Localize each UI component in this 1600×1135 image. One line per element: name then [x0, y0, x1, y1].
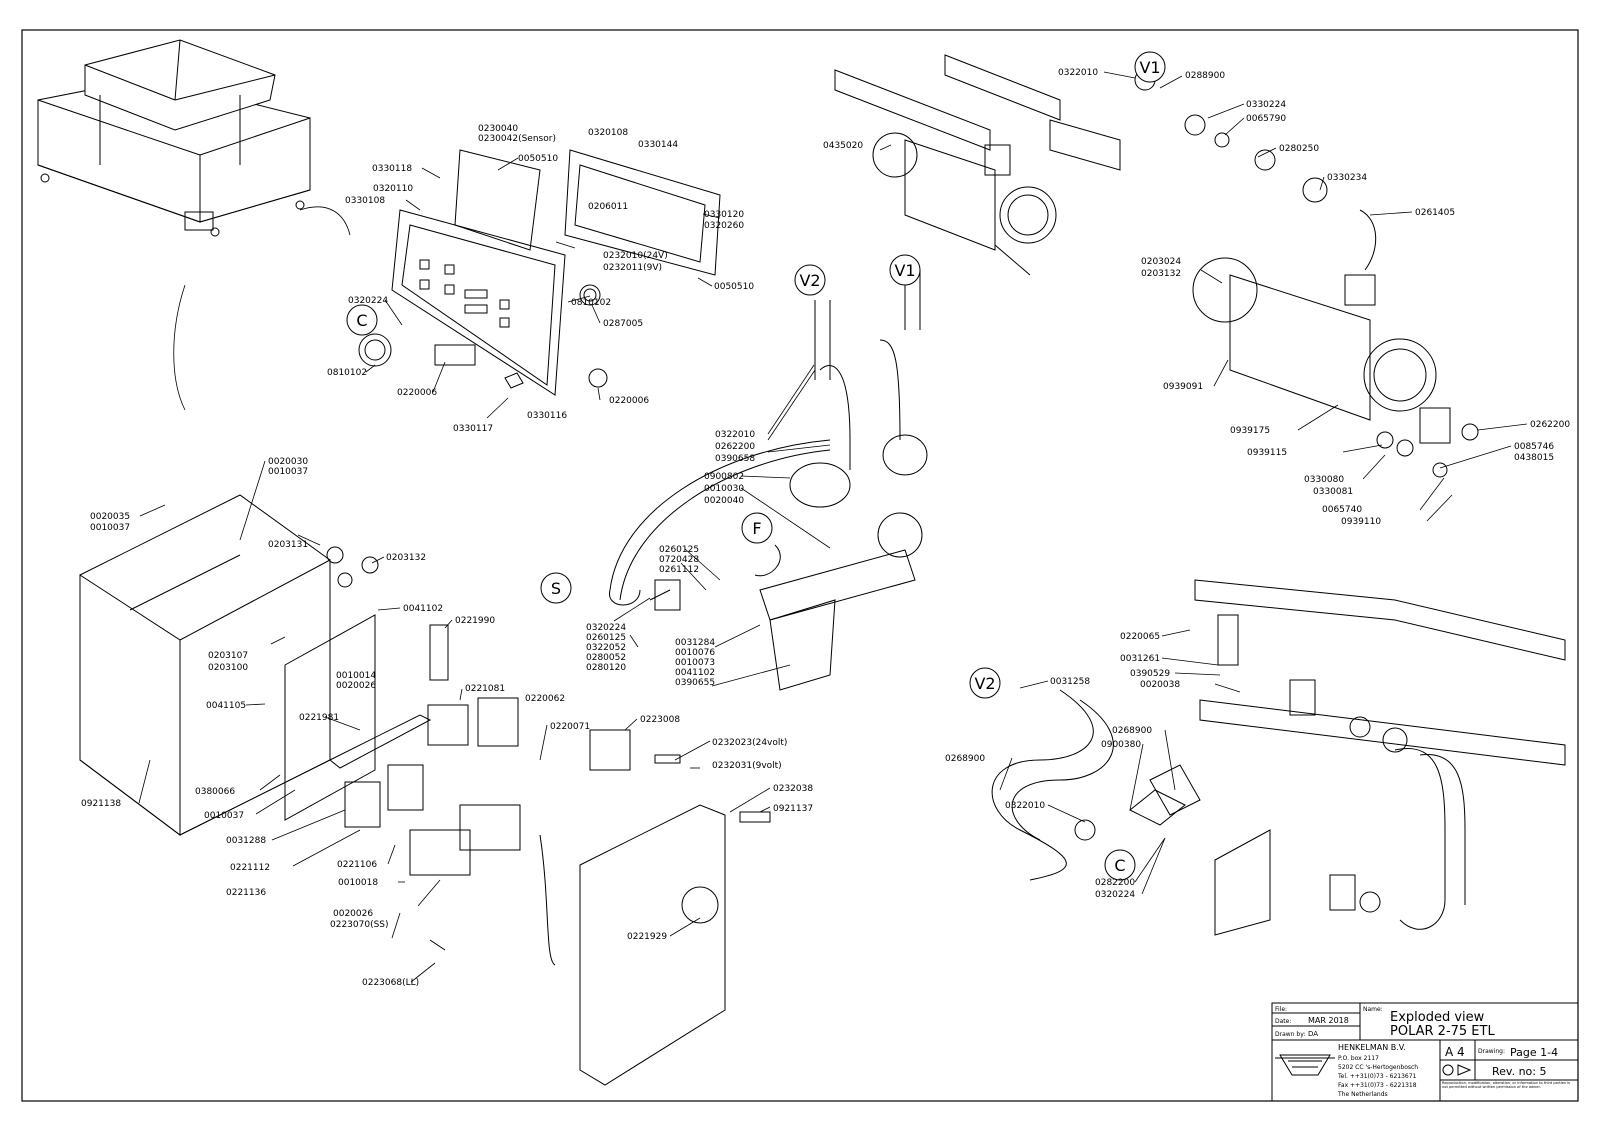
- drawing-title-line1: Exploded view: [1390, 1010, 1485, 1025]
- part-number-label: 0203107: [208, 651, 249, 661]
- date-label: Date:: [1275, 1018, 1292, 1025]
- part-number-label: 0232010(24V): [603, 251, 668, 261]
- part-number-label: 0010076: [675, 648, 716, 658]
- part-number-label: 0232038: [773, 784, 814, 794]
- part-number-label: 0268900: [945, 754, 986, 764]
- part-number-label: 0221929: [627, 932, 668, 942]
- part-number-label: 0031261: [1120, 654, 1161, 664]
- part-number-label: 0330080: [1304, 475, 1345, 485]
- part-number-label: 0220006: [397, 388, 438, 398]
- part-number-label: 0390655: [675, 678, 716, 688]
- part-number-label: 0282200: [1095, 878, 1136, 888]
- part-number-label: 0320110: [373, 184, 414, 194]
- control-panel-assembly: [359, 150, 720, 395]
- part-number-label: 0203132: [386, 553, 427, 563]
- part-number-label: 0020035: [90, 512, 131, 522]
- part-number-label: 0223070(SS): [330, 920, 389, 930]
- part-number-label: 0320224: [586, 623, 627, 633]
- callout-label: C: [1114, 856, 1126, 875]
- pump-bracket-assembly: [992, 580, 1565, 935]
- part-number-label: 0220062: [525, 694, 566, 704]
- part-number-label: 0287005: [603, 319, 644, 329]
- drawing-frame: [22, 30, 1578, 1101]
- part-number-label: 0010030: [704, 484, 745, 494]
- callouts: [347, 52, 1165, 880]
- part-number-label: 0322010: [715, 430, 756, 440]
- callout-label: V1: [894, 261, 916, 280]
- part-number-label: 0330120: [704, 210, 745, 220]
- part-number-label: 0230040: [478, 124, 519, 134]
- part-number-label: 0280250: [1279, 144, 1320, 154]
- callout-v1-0: [1135, 52, 1165, 82]
- part-number-label: 0261112: [659, 565, 700, 575]
- part-number-label: 0031288: [226, 836, 267, 846]
- file-label: File:: [1275, 1006, 1288, 1013]
- name-label: Name:: [1363, 1006, 1383, 1013]
- part-number-label: 0221112: [230, 863, 271, 873]
- company-address-2: 5202 CC 's-Hertogenbosch: [1338, 1064, 1419, 1071]
- part-number-label: 0010037: [268, 467, 309, 477]
- part-number-label: 0223068(LL): [362, 978, 420, 988]
- vacuum-pump-top: [835, 55, 1120, 275]
- hose-assembly: [610, 270, 927, 690]
- part-number-label: 0020040: [704, 496, 745, 506]
- part-number-label: 0939115: [1247, 448, 1288, 458]
- part-number-label: 0261405: [1415, 208, 1456, 218]
- part-number-label: 0921138: [81, 799, 122, 809]
- callout-c-5: [1105, 850, 1135, 880]
- part-number-label: 0260125: [586, 633, 627, 643]
- callout-v2-3: [970, 668, 1000, 698]
- copyright-notice: Reproduction, modification, alteration, or information to third parties is not permitted without written permission of the owner.: [1442, 1081, 1570, 1090]
- part-number-label: 0203131: [268, 540, 309, 550]
- part-number-label: 0262200: [1530, 420, 1571, 430]
- part-number-label: 0010014: [336, 671, 377, 681]
- part-number-label: 0041102: [403, 604, 444, 614]
- part-number-label: 0330116: [527, 411, 568, 421]
- part-number-label: 0288900: [1185, 71, 1226, 81]
- part-number-label: 0320224: [348, 296, 389, 306]
- part-number-label: 0390529: [1130, 669, 1171, 679]
- part-number-label: 0280052: [586, 653, 627, 663]
- company-address-3: Tel. ++31(0)73 - 6213671: [1338, 1073, 1417, 1080]
- callout-label: V2: [974, 674, 996, 693]
- part-number-label: 0206011: [588, 202, 629, 212]
- part-number-label: 0330144: [638, 140, 679, 150]
- part-number-label: 0900380: [1101, 740, 1142, 750]
- part-number-label: 0221081: [465, 684, 506, 694]
- part-number-label: 0010037: [204, 811, 245, 821]
- drawn-by-value: DA: [1308, 1030, 1319, 1038]
- part-number-label: 0330118: [372, 164, 413, 174]
- part-number-label: 0939110: [1341, 517, 1382, 527]
- callout-label: V2: [799, 271, 821, 290]
- part-number-label: 0390658: [715, 454, 756, 464]
- callout-label: F: [752, 519, 762, 538]
- drawn-by-label: Drawn by:: [1275, 1031, 1306, 1038]
- part-number-label: 0221981: [299, 713, 340, 723]
- part-number-label: 0262200: [715, 442, 756, 452]
- drawing-title-line2: POLAR 2-75 ETL: [1390, 1024, 1495, 1039]
- part-number-label: 0221990: [455, 616, 496, 626]
- part-number-label: 0221136: [226, 888, 267, 898]
- part-number-label: 0939175: [1230, 426, 1271, 436]
- part-number-label: 0010037: [90, 523, 131, 533]
- company-address-5: The Netherlands: [1338, 1091, 1388, 1098]
- part-number-label: 0280120: [586, 663, 627, 673]
- callout-v2-1: [795, 265, 825, 295]
- machine-overview: [38, 40, 350, 410]
- part-number-label: 0203132: [1141, 269, 1182, 279]
- part-number-label: 0322010: [1005, 801, 1046, 811]
- part-number-label: 0232031(9volt): [712, 761, 782, 771]
- callout-label: S: [550, 579, 562, 598]
- part-number-label: 0322010: [1058, 68, 1099, 78]
- drawing-label: Drawing:: [1478, 1048, 1505, 1055]
- part-number-label: 0010018: [338, 878, 379, 888]
- part-number-label: 0203100: [208, 663, 249, 673]
- company-name: HENKELMAN B.V.: [1338, 1043, 1406, 1052]
- revision-number: Rev. no: 5: [1492, 1065, 1547, 1078]
- part-number-label: 0921137: [773, 804, 814, 814]
- part-number-label: 0268900: [1112, 726, 1153, 736]
- leader-lines: [139, 72, 1527, 982]
- part-number-label: 0220006: [609, 396, 650, 406]
- part-number-label: 0031284: [675, 638, 716, 648]
- part-number-label: 0320260: [704, 221, 745, 231]
- part-number-label: 0435020: [823, 141, 864, 151]
- part-number-label: 0232011(9V): [603, 263, 662, 273]
- page-number: Page 1-4: [1510, 1046, 1559, 1059]
- part-number-label: 0330081: [1313, 487, 1354, 497]
- date-value: MAR 2018: [1308, 1016, 1349, 1025]
- callout-s-7: [541, 573, 571, 603]
- part-number-label: 0810102: [571, 298, 612, 308]
- part-number-label: 0320108: [588, 128, 629, 138]
- callout-f-6: [742, 513, 772, 543]
- part-number-label: 0380066: [195, 787, 236, 797]
- part-number-label: 0939091: [1163, 382, 1204, 392]
- callout-label: C: [356, 311, 368, 330]
- part-number-label: 0041105: [206, 701, 247, 711]
- part-number-label: 0223008: [640, 715, 681, 725]
- part-number-label: 0221106: [337, 860, 378, 870]
- part-number-label: 0438015: [1514, 453, 1555, 463]
- electrical-box: [80, 495, 770, 1085]
- part-number-label: 0220071: [550, 722, 591, 732]
- callout-label: V1: [1139, 58, 1161, 77]
- part-number-label: 0041102: [675, 668, 716, 678]
- company-address-4: Fax ++31(0)73 - 6221318: [1338, 1082, 1417, 1089]
- part-number-label: 0065790: [1246, 114, 1287, 124]
- part-number-label: 0220065: [1120, 632, 1161, 642]
- part-number-label: 0020030: [268, 457, 309, 467]
- part-number-label: 0065740: [1322, 505, 1363, 515]
- part-number-label: 0320224: [1095, 890, 1136, 900]
- part-number-label: 0085746: [1514, 442, 1555, 452]
- part-number-label: 0330234: [1327, 173, 1368, 183]
- part-number-label: 0330117: [453, 424, 494, 434]
- part-labels: [81, 68, 1570, 988]
- part-number-label: 0230042(Sensor): [478, 134, 556, 144]
- part-number-label: 0810102: [327, 368, 368, 378]
- part-number-label: 0900802: [704, 472, 745, 482]
- part-number-label: 0020026: [333, 909, 374, 919]
- title-block-text: [1275, 1006, 1576, 1100]
- vacuum-pump-right: [1135, 70, 1478, 477]
- part-number-label: 0260125: [659, 545, 700, 555]
- part-number-label: 0020038: [1140, 680, 1181, 690]
- part-number-label: 0330108: [345, 196, 386, 206]
- sheet-size: A 4: [1445, 1045, 1465, 1059]
- part-number-label: 0232023(24volt): [712, 738, 788, 748]
- part-number-label: 0050510: [714, 282, 755, 292]
- callout-v1-2: [890, 255, 920, 285]
- part-number-label: 0322052: [586, 643, 627, 653]
- company-address-1: P.O. box 2117: [1338, 1055, 1379, 1062]
- part-number-label: 0050510: [518, 154, 559, 164]
- part-number-label: 0330224: [1246, 100, 1287, 110]
- part-number-label: 0020026: [336, 681, 377, 691]
- part-number-label: 0010073: [675, 658, 716, 668]
- part-number-label: 0720428: [659, 555, 700, 565]
- part-number-label: 0031258: [1050, 677, 1091, 687]
- callout-c-4: [347, 305, 377, 335]
- part-number-label: 0203024: [1141, 257, 1182, 267]
